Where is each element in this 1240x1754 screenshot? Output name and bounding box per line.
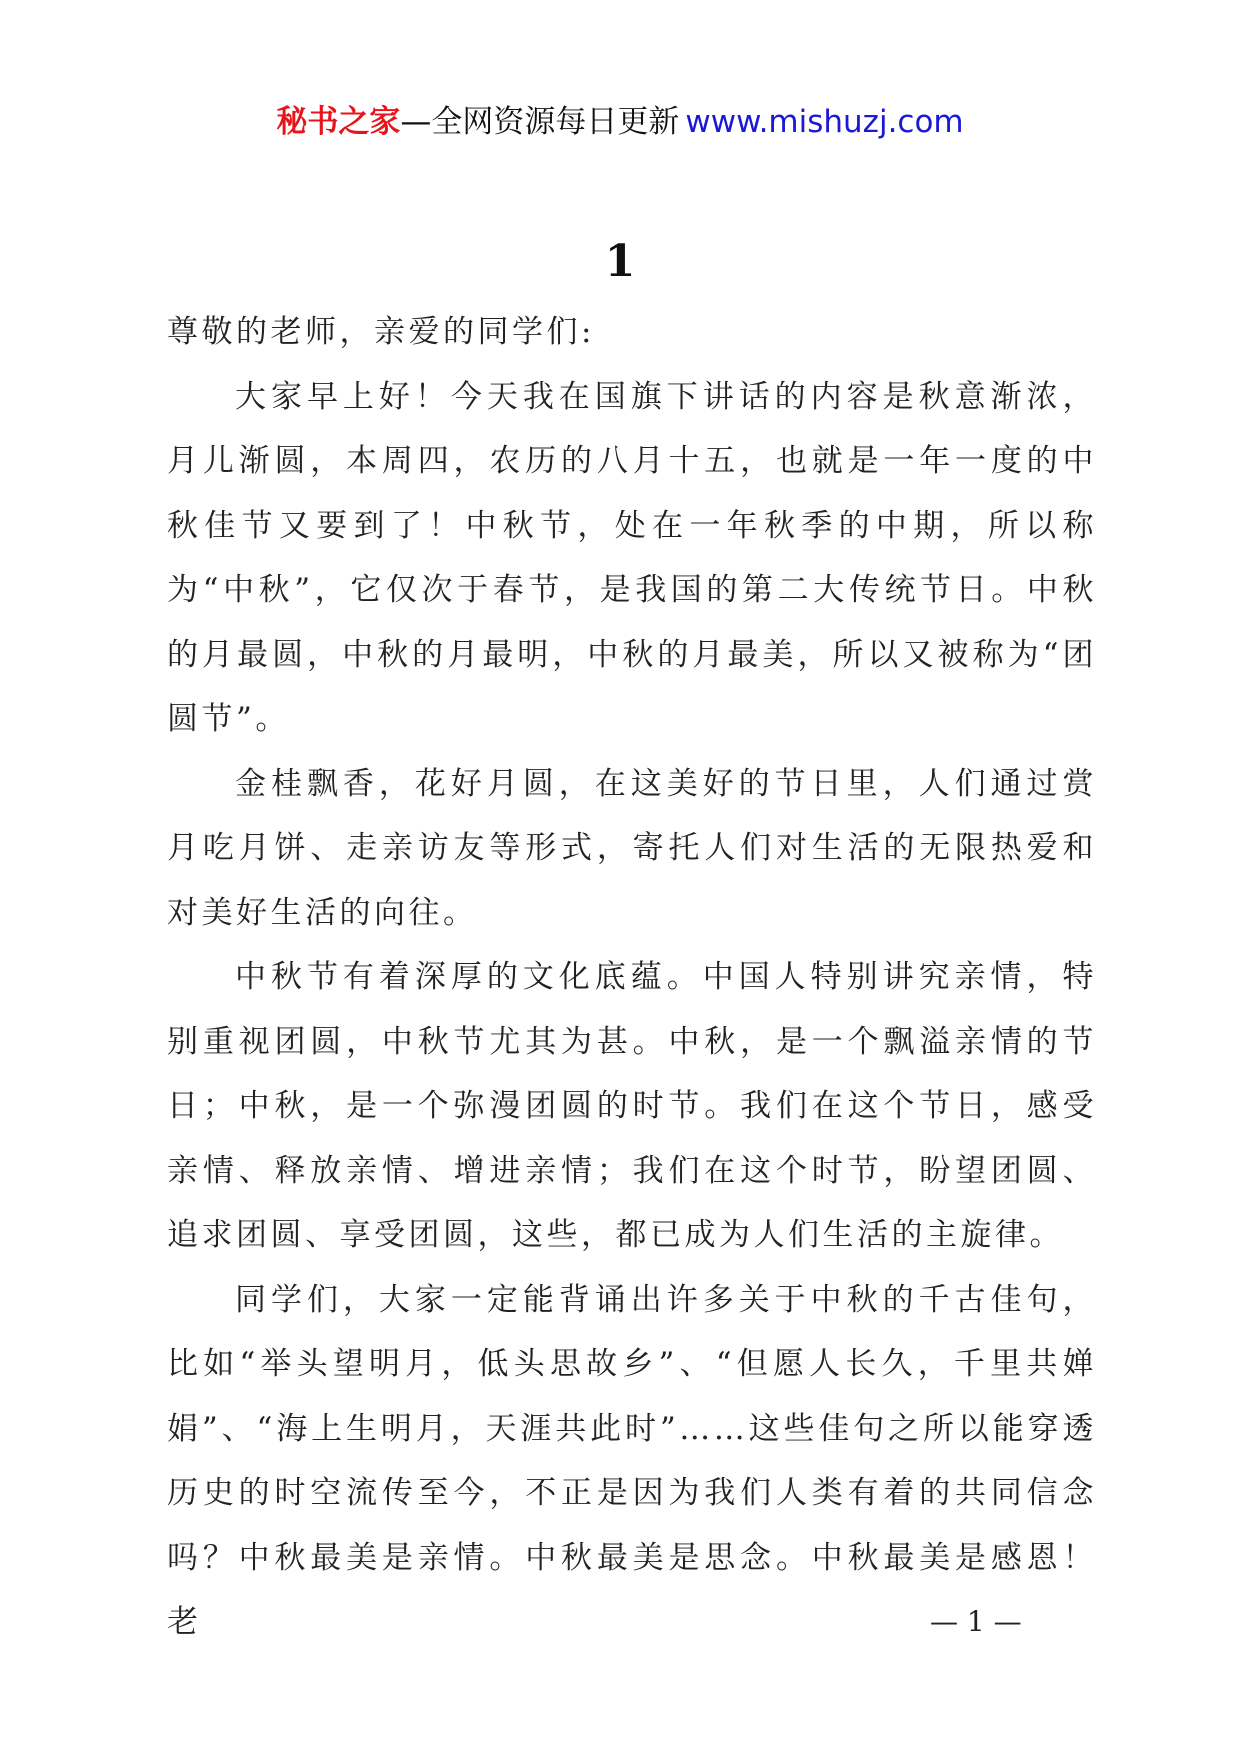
site-brand: 秘书之家 <box>276 104 401 140</box>
greeting: 尊敬的老师，亲爱的同学们: <box>167 314 595 350</box>
document-title: 1 <box>604 236 636 287</box>
paragraph: 大家早上好！今天我在国旗下讲话的内容是秋意渐浓，月儿渐圆，本周四，农历的八月十五，也就是一年一度的中秋佳节又要到了！中秋节，处在一年秋季的中期，所以称为“中秋”，它仅次于春节，是我国的第二大传统节日。中秋的月最圆，中秋的月最明，中秋的月最美，所以又被称为“团圆节”。 <box>167 378 1097 737</box>
paragraph: 中秋节有着深厚的文化底蕴。中国人特别讲究亲情，特别重视团圆，中秋节尤其为甚。中秋，是一个飘溢亲情的节日；中秋，是一个弥漫团圆的时节。我们在这个节日，感受亲情、释放亲情、增进亲情；我们在这个时节，盼望团圆、追求团圆、享受团圆，这些，都已成为人们生活的主旋律。 <box>167 959 1097 1253</box>
document-body <box>167 300 1097 1655</box>
header-dash: — <box>400 104 432 140</box>
paragraph: 金桂飘香，花好月圆，在这美好的节日里，人们通过赏月吃月饼、走亲访友等形式，寄托人们对生活的无限热爱和对美好生活的向往。 <box>167 765 1097 931</box>
page-number: — 1 — <box>930 1605 1022 1638</box>
header-slogan: 全网资源每日更新 <box>431 104 680 140</box>
paragraph: 同学们，大家一定能背诵出许多关于中秋的千古佳句，比如“举头望明月，低头思故乡”、“但愿人长久，千里共婵娟”、“海上生明月，天涯共此时”……这些佳句之所以能穿透历史的时空流传至今，不正是因为我们人类有着的共同信念吗？中秋最美是亲情。中秋最美是思念。中秋最美是感恩！老 <box>167 1281 1097 1640</box>
site-url-link[interactable]: www.mishuzj.com <box>685 104 964 140</box>
site-header <box>0 100 1240 144</box>
